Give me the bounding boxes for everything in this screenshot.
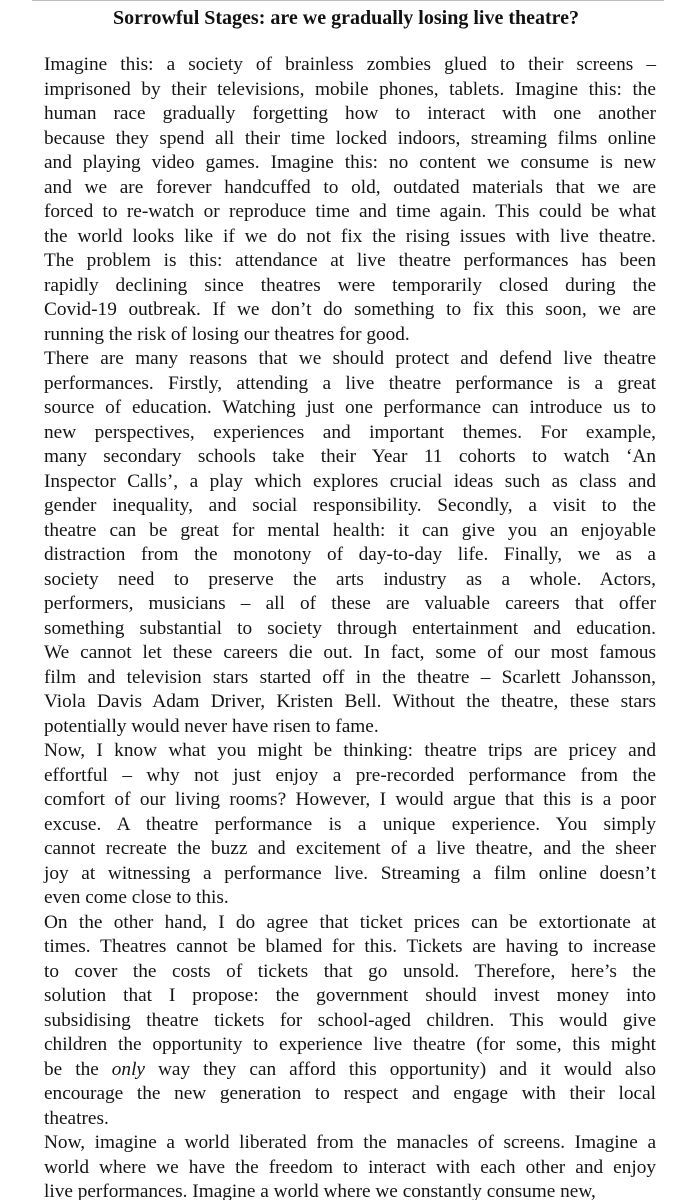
text-line: Now, I know what you might be thinking: theatre trips are pricey and bbox=[44, 740, 656, 761]
text-line: be the only way they can afford this opportunity) and it would also bbox=[44, 1058, 656, 1080]
text-line: the world looks like if we do not fix the rising issues with live theatre. bbox=[44, 225, 656, 247]
text-line: theatre can be great for mental health: it can give you an enjoyable bbox=[44, 519, 656, 541]
text-line: imprisoned by their televisions, mobile phones, tablets. Imagine this: the bbox=[44, 78, 656, 100]
text-line: many secondary schools take their Year 11 cohorts to watch ‘An bbox=[44, 446, 656, 467]
text-line: Covid-19 outbreak. If we don’t do something to fix this soon, we are bbox=[44, 299, 656, 320]
text-line: society need to preserve the arts industry as a whole. Actors, bbox=[44, 568, 656, 590]
article-title: Sorrowful Stages: are we gradually losing live theatre? bbox=[112, 7, 580, 29]
text-line: The problem is this: attendance at live theatre performances has been bbox=[44, 250, 656, 271]
text-line: On the other hand, I do agree that ticket prices can be extortionate at bbox=[44, 911, 656, 933]
text-line: rapidly declining since theatres were temporarily closed during the bbox=[44, 274, 656, 296]
text-line: film and television stars started off in the theatre – Scarlett Johansson, bbox=[44, 666, 656, 688]
top-rule-divider bbox=[32, 0, 664, 1]
text-line: something substantial to society through entertainment and education. bbox=[44, 617, 656, 639]
text-line: and playing video games. Imagine this: no content we consume is new bbox=[44, 152, 656, 173]
text-line: encourage the new generation to respect and engage with their local bbox=[44, 1083, 656, 1104]
text-line: Imagine this: a society of brainless zombies glued to their screens – bbox=[44, 54, 656, 75]
text-line: even come close to this. bbox=[44, 887, 229, 908]
text-line: performances. Firstly, attending a live theatre performance is a great bbox=[44, 372, 656, 394]
text-line: live performances. Imagine a world where we constantly consume new, bbox=[44, 1181, 596, 1200]
text-line: to cover the costs of tickets that go unsold. Therefore, here’s the bbox=[44, 960, 656, 982]
text-line: solution that I propose: the government should invest money into bbox=[44, 985, 656, 1006]
text-line: joy at witnessing a performance live. Streaming a film online doesn’t bbox=[44, 862, 656, 884]
text-line: human race gradually forgetting how to interact with one another bbox=[44, 103, 656, 124]
text-line: effortful – why not just enjoy a pre-recorded performance from the bbox=[44, 764, 656, 786]
text-line: performers, musicians – all of these are valuable careers that offer bbox=[44, 593, 656, 614]
text-line: There are many reasons that we should protect and defend live theatre bbox=[44, 348, 656, 369]
text-line: We cannot let these careers die out. In fact, some of our most famous bbox=[44, 642, 656, 663]
text-line: potentially would never have risen to fame. bbox=[44, 715, 379, 737]
text-line: Inspector Calls’, a play which explores crucial ideas such as class and bbox=[44, 470, 656, 492]
paragraph bbox=[44, 347, 656, 739]
text-line: world where we have the freedom to interact with each other and enjoy bbox=[44, 1156, 656, 1178]
text-line: subsidising theatre tickets for school-aged children. This would give bbox=[44, 1009, 656, 1031]
article-body bbox=[44, 53, 656, 1200]
text-line: because they spend all their time locked indoors, streaming films online bbox=[44, 127, 656, 149]
paragraph bbox=[44, 739, 656, 911]
text-line: Now, imagine a world liberated from the manacles of screens. Imagine a bbox=[44, 1132, 656, 1153]
text-line: and we are forever handcuffed to old, outdated materials that we are bbox=[44, 176, 656, 198]
text-line: new perspectives, experiences and important themes. For example, bbox=[44, 421, 656, 443]
paragraph bbox=[44, 53, 656, 347]
text-line: forced to re-watch or reproduce time and time again. This could be what bbox=[44, 201, 656, 222]
text-line: times. Theatres cannot be blamed for this. Tickets are having to increase bbox=[44, 936, 656, 957]
text-line: source of education. Watching just one performance can introduce us to bbox=[44, 397, 656, 418]
text-line: running the risk of losing our theatres for good. bbox=[44, 323, 410, 345]
text-line: distraction from the monotony of day-to-day life. Finally, we as a bbox=[44, 544, 656, 565]
text-line: comfort of our living rooms? However, I would argue that this is a poor bbox=[44, 789, 656, 810]
text-line: Viola Davis Adam Driver, Kristen Bell. Without the theatre, these stars bbox=[44, 691, 656, 712]
text-line: gender inequality, and social responsibility. Secondly, a visit to the bbox=[44, 495, 656, 516]
text-line: children the opportunity to experience live theatre (for some, this might bbox=[44, 1034, 656, 1055]
paragraph bbox=[44, 911, 656, 1132]
paragraph bbox=[44, 1131, 656, 1200]
text-line: cannot recreate the buzz and excitement of a live theatre, and the sheer bbox=[44, 838, 656, 859]
text-line: theatres. bbox=[44, 1107, 109, 1129]
text-line: excuse. A theatre performance is a unique experience. You simply bbox=[44, 813, 656, 835]
